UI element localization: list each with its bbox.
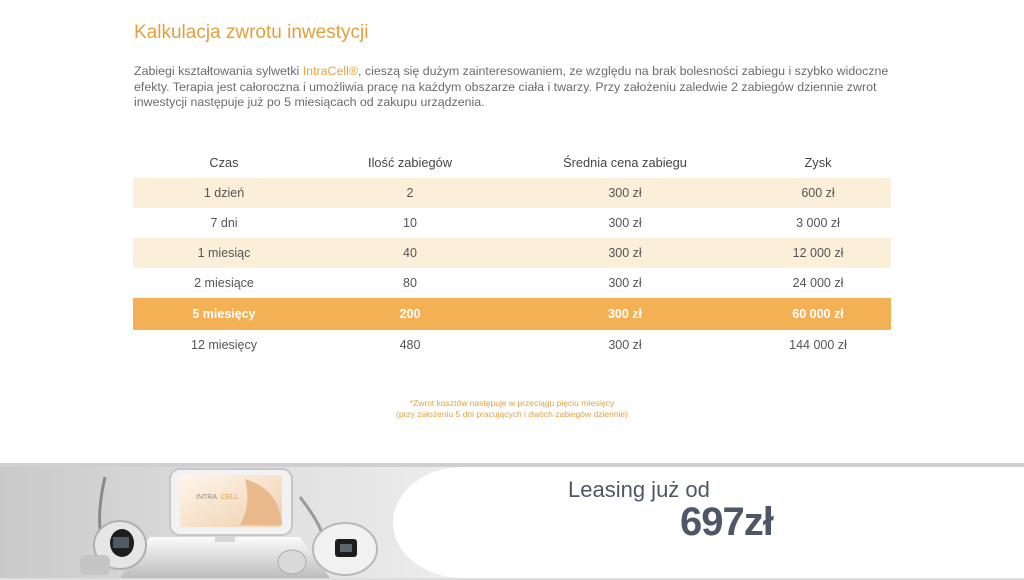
- cell-price: 300 zł: [608, 276, 642, 290]
- cell-count: 2: [315, 178, 505, 208]
- table-row: [133, 268, 891, 298]
- table-row: [133, 208, 891, 238]
- cell-price: 300 zł: [608, 338, 642, 352]
- svg-text:INTRA: INTRA: [196, 494, 217, 501]
- cell-time: 1 dzień: [133, 178, 315, 208]
- cell-count: 200: [315, 298, 505, 330]
- cell-price: 300 zł: [505, 238, 745, 268]
- cell-profit: 144 000 zł: [789, 338, 847, 352]
- cell-count: 80: [403, 276, 417, 290]
- footnote: [0, 398, 1024, 420]
- header-time: Czas: [209, 154, 239, 170]
- table-row: [133, 330, 891, 360]
- device-brand-logo: [196, 490, 256, 502]
- table-header-row: [133, 146, 891, 178]
- table-row: [133, 178, 891, 208]
- intracell-device-image: [0, 467, 440, 578]
- table-row: [133, 238, 891, 268]
- footnote-line-1: *Zwrot kosztów następuje w przeciągu pięciu miesięcy: [409, 398, 615, 408]
- cell-count: 40: [315, 238, 505, 268]
- cell-time: 2 miesiące: [194, 276, 254, 290]
- intro-text-end: , cieszą się dużym zainteresowaniem, ze względu na brak bolesności zabiegu i szybko widoczne efekty. Terapia jest całoroczna i umożliwia pracę na każdym obszarze ciała i twarzy. Przy założeniu zaledwie 2 zabiegów dziennie zwrot inwestycji następuje już po 5 miesiącach od zakupu urządzenia.: [134, 64, 889, 109]
- cell-price: 300 zł: [505, 178, 745, 208]
- roi-table: [133, 146, 891, 360]
- cell-profit: 60 000 zł: [745, 298, 891, 330]
- intro-paragraph: [134, 64, 894, 111]
- svg-text:CELL: CELL: [221, 494, 239, 501]
- cell-profit: 3 000 zł: [796, 216, 840, 230]
- leasing-banner: [0, 463, 1024, 580]
- page-title: Kalkulacja zwrotu inwestycji: [134, 22, 369, 43]
- cell-profit: 12 000 zł: [745, 238, 891, 268]
- header-avg-price: Średnia cena zabiegu: [563, 154, 687, 170]
- table-row-highlighted: [133, 298, 891, 330]
- header-count: Ilość zabiegów: [368, 154, 452, 170]
- cell-price: 300 zł: [608, 216, 642, 230]
- cell-time: 5 miesięcy: [133, 298, 315, 330]
- cell-price: 300 zł: [505, 298, 745, 330]
- header-profit: Zysk: [804, 154, 832, 170]
- cell-count: 480: [399, 338, 421, 352]
- footnote-line-2: (przy założeniu 5 dni pracujących i dwóch zabiegów dziennie): [396, 409, 628, 419]
- leasing-price: 697zł: [680, 500, 773, 544]
- cell-time: 1 miesiąc: [133, 238, 315, 268]
- leasing-label: Leasing już od: [568, 477, 710, 502]
- cell-profit: 24 000 zł: [792, 276, 844, 290]
- cell-count: 10: [403, 216, 417, 230]
- cell-profit: 600 zł: [745, 178, 891, 208]
- cell-time: 7 dni: [210, 216, 238, 230]
- intro-brand-name: IntraCell®: [302, 64, 359, 78]
- cell-time: 12 miesięcy: [191, 338, 257, 352]
- intro-text-start: Zabiegi kształtowania sylwetki: [134, 64, 303, 78]
